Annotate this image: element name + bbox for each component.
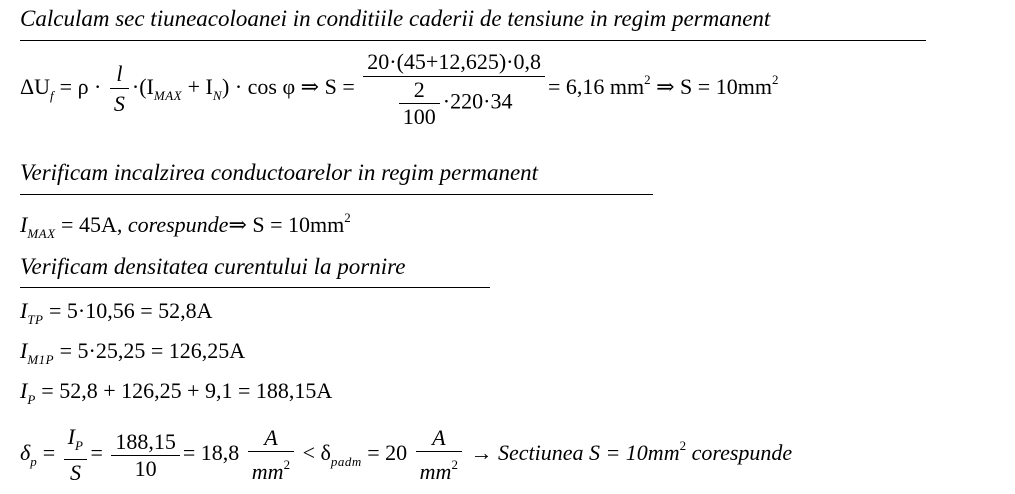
fraction-ip-over-s [64, 424, 88, 486]
subscript: f [50, 88, 55, 104]
heading-density-check-text: Verificam densitatea curentului la pornire [20, 254, 406, 279]
heading-heating-check-text: Verificam incalzirea conductoarelor in regim permanent [20, 160, 539, 185]
superscript: 2 [771, 72, 779, 88]
heading-density-check [20, 254, 405, 280]
formula-text: → [464, 440, 498, 466]
heading-underline [20, 40, 926, 41]
formula-itp [20, 298, 213, 328]
fraction-numerator: 188,15 [111, 429, 180, 456]
formula-voltage-drop [20, 48, 778, 130]
fraction-unit [416, 425, 462, 485]
formula-text: I [67, 424, 75, 449]
formula-text: mm [251, 459, 284, 484]
formula-text: I [20, 378, 28, 403]
subscript: P [74, 438, 84, 453]
formula-text: = [37, 440, 56, 466]
fraction-section-calc [363, 48, 545, 130]
fraction-denominator [363, 77, 545, 130]
formula-text: ·(I [131, 74, 154, 100]
fraction-numerator: A [248, 425, 294, 452]
fraction-unit [248, 425, 294, 485]
subscript: P [27, 392, 36, 407]
fraction-denominator [416, 452, 462, 485]
formula-current-density [20, 424, 792, 486]
formula-text: ·220·34 [442, 88, 513, 114]
superscript: 2 [644, 72, 651, 88]
heading-section-calc [20, 6, 770, 32]
formula-text: = ρ · [54, 74, 102, 100]
formula-text: = 18,8 [182, 440, 240, 466]
formula-text: = 52,8 + 126,25 + 9,1 = 188,15A [35, 378, 333, 403]
formula-text: ⇒ S = 10mm [650, 74, 772, 100]
formula-imax [20, 210, 351, 242]
subscript: MAX [27, 226, 56, 241]
subscript: MAX [153, 88, 183, 104]
formula-text: ΔU [20, 74, 51, 100]
formula-text: δ [20, 440, 31, 466]
formula-text: = 5·25,25 = 126,25A [54, 338, 246, 363]
fraction-numerator [64, 424, 88, 460]
formula-text: ) · cos φ ⇒ S = [222, 74, 355, 100]
formula-text: I [20, 298, 28, 323]
formula-text: < δ [297, 440, 331, 466]
subscript: M1P [27, 352, 55, 367]
fraction-numerator: l [110, 60, 129, 89]
fraction-denominator: S [113, 90, 125, 116]
fraction-numerator: 20·(45+12,625)·0,8 [363, 48, 545, 77]
fraction-denominator: S [70, 460, 82, 485]
heading-section-calc-text: Calculam sec tiuneacoloanei in conditiile caderii de tensiune in regim permanent [20, 6, 771, 31]
subscript: TP [27, 312, 44, 327]
fraction-l-over-s [110, 60, 129, 119]
fraction-numerator: A [416, 425, 462, 452]
subscript: p [30, 454, 38, 470]
fraction-values [111, 429, 180, 482]
fraction-denominator: 10 [134, 455, 157, 481]
heading-underline [20, 194, 653, 195]
conclusion-text: Sectiunea S = 10mm [497, 440, 680, 466]
formula-text: mm [419, 459, 452, 484]
formula-text: + I [182, 74, 213, 100]
subscript: padm [330, 454, 362, 470]
formula-im1p [20, 338, 245, 368]
formula-text: = 45A, [55, 212, 128, 237]
fraction-numerator: 2 [399, 77, 440, 104]
superscript: 2 [679, 438, 687, 454]
conclusion-text: corespunde [686, 440, 793, 466]
formula-text: = 20 [361, 440, 408, 466]
fraction-denominator: 100 [402, 104, 436, 129]
fraction-2-over-100 [399, 77, 440, 130]
formula-text: corespunde [127, 212, 229, 237]
fraction-denominator [248, 452, 294, 485]
superscript: 2 [451, 457, 458, 472]
formula-text: = [90, 440, 103, 466]
heading-heating-check [20, 160, 538, 186]
superscript: 2 [283, 457, 291, 472]
formula-text: = 6,16 mm [547, 74, 645, 100]
formula-text: ⇒ S = 10mm [228, 212, 345, 237]
superscript: 2 [344, 210, 351, 225]
formula-ip [20, 378, 332, 408]
formula-text: I [20, 212, 28, 237]
heading-underline [20, 287, 490, 288]
formula-text: I [20, 338, 28, 363]
formula-text: = 5·10,56 = 52,8A [43, 298, 213, 323]
subscript: N [212, 88, 222, 104]
